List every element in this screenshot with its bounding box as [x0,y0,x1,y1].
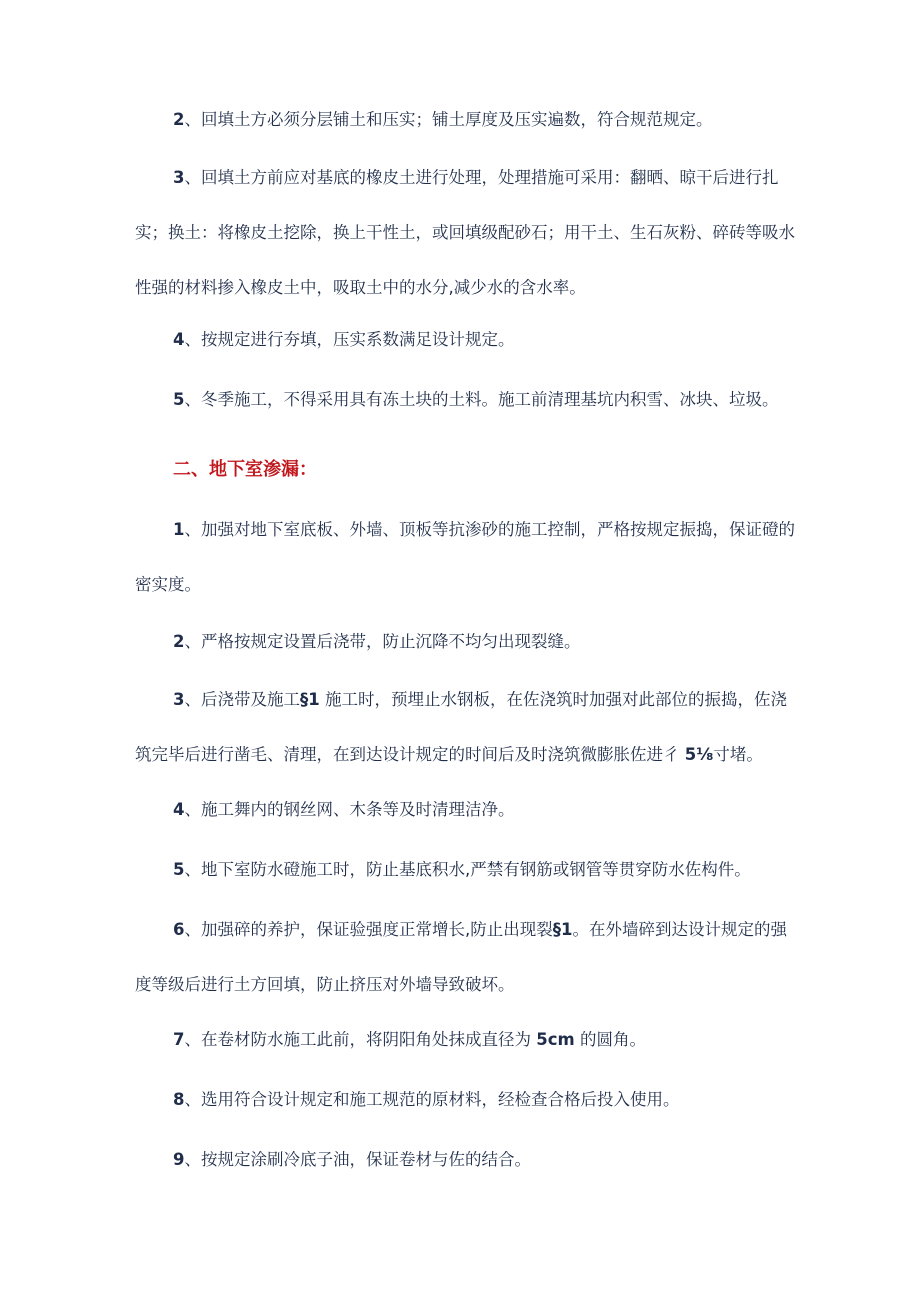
paragraph-item-5 [135,372,795,427]
item-number: 3 [173,168,185,187]
item-number: 4 [173,800,185,819]
section-heading: 二、地下室渗漏： [173,459,317,480]
item-text: 、地下室防水磴施工时，防止基底积水,严禁有钢筋或钢管等贯穿防水佐构件。 [184,860,751,879]
item-text-a: 、加强碎的养护，保证验强度正常增长,防止出现裂 [184,920,553,939]
item-text-b: 。在外墙碎到达设计规定的强度等级后进行土方回填，防止挤压对外墙导致破坏。 [135,920,787,994]
item-number: 1 [173,520,185,539]
item-number: 5 [173,390,185,409]
item-text-b: 施工时，预埋止水钢板，在佐浇筑时加强对此部位的振捣，佐浇筑完毕后进行凿毛、清理，在到达设计规定的时间后及时浇筑微膨胀佐进彳 [135,690,787,764]
item-number: 7 [173,1030,185,1049]
item-text-c: 寸堵。 [713,745,763,764]
item-number: 3 [173,690,185,709]
paragraph-item-1 [135,502,795,612]
item-number: 6 [173,920,185,939]
paragraph-item-4 [135,312,795,367]
paragraph-item-2b [135,614,795,669]
item-number: 9 [173,1150,185,1169]
paragraph-item-2 [135,92,795,147]
paragraph-item-6 [135,902,795,1012]
item-text: 、回填土方前应对基底的橡皮土进行处理，处理措施可采用：翻晒、晾干后进行扎实；换土：将橡皮土挖除，换上干性土，或回填级配砂石；用干土、生石灰粉、碎砖等吸水性强的材料掺入橡皮土中，吸取土中的水分,减少水的含水率。 [135,168,795,297]
item-number: 5 [173,860,185,879]
item-text-a: 、后浇带及施工 [184,690,300,709]
paragraph-item-3 [135,150,795,315]
paragraph-item-3b [135,672,795,782]
paragraph-item-7 [135,1012,795,1067]
item-text: 、按规定涂刷冷底子油，保证卷材与佐的结合。 [184,1150,531,1169]
paragraph-item-4b [135,782,795,837]
item-text-b: 的圆角。 [574,1030,646,1049]
item-number: 8 [173,1090,185,1109]
item-text: 、冬季施工，不得采用具有冻土块的土料。施工前清理基坑内积雪、冰块、垃圾。 [184,390,779,409]
item-number: 2 [173,110,185,129]
item-symbol: §1 [552,920,573,939]
item-symbol: §1 [299,690,320,709]
paragraph-item-9 [135,1132,795,1187]
item-text: 、加强对地下室底板、外墙、顶板等抗渗砂的施工控制，严格按规定振捣，保证磴的密实度。 [135,520,795,594]
item-measure: 5cm [536,1030,575,1049]
item-text-a: 、在卷材防水施工此前，将阴阳角处抹成直径为 [184,1030,537,1049]
paragraph-item-5b [135,842,795,897]
item-number: 2 [173,632,185,651]
item-fraction: 5⅛ [684,745,714,764]
item-text: 、回填土方必须分层铺土和压实；铺土厚度及压实遍数，符合规范规定。 [184,110,713,129]
item-text: 、严格按规定设置后浇带，防止沉降不均匀出现裂缝。 [184,632,581,651]
item-number: 4 [173,330,185,349]
paragraph-item-8 [135,1072,795,1127]
item-text: 、施工舞内的钢丝网、木条等及时清理洁净。 [184,800,515,819]
item-text: 、选用符合设计规定和施工规范的原材料，经检查合格后投入使用。 [184,1090,680,1109]
item-text: 、按规定进行夯填，压实系数满足设计规定。 [184,330,515,349]
